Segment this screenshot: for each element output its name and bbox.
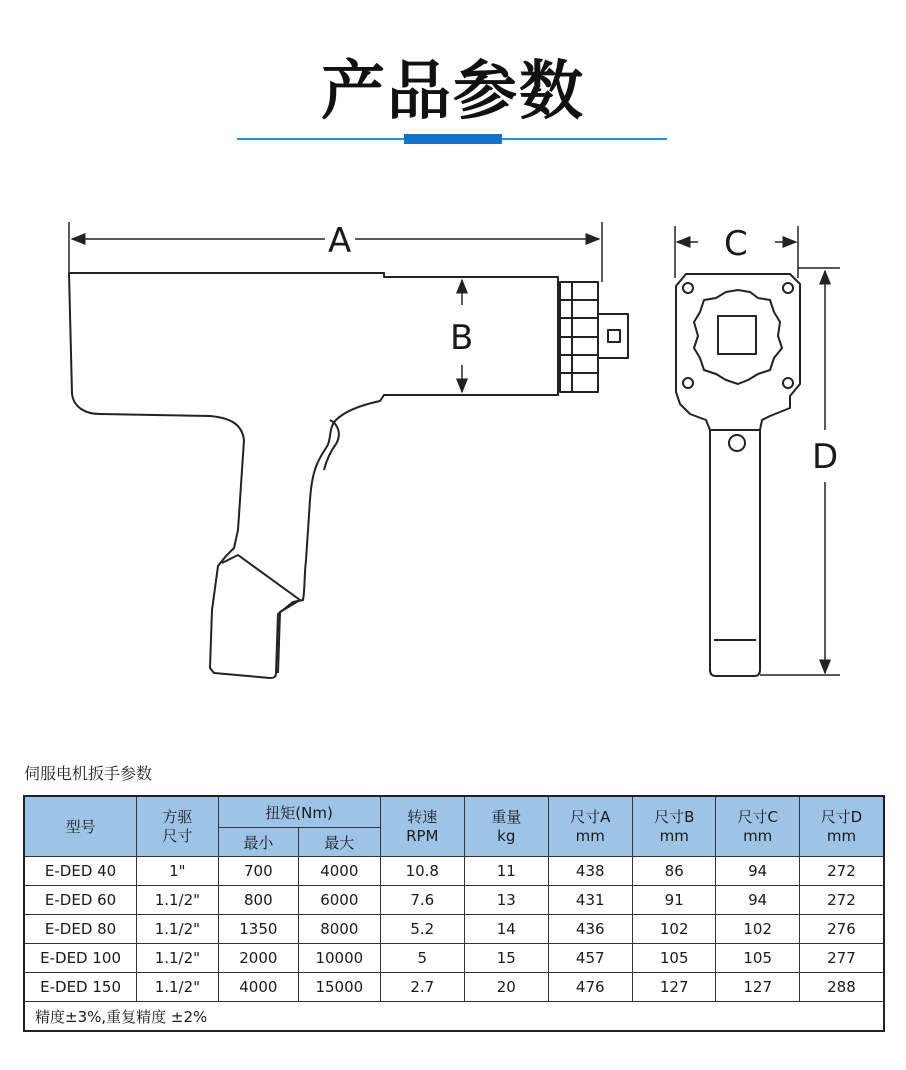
table-cell: 14 bbox=[465, 915, 548, 944]
header-weight: 重量 kg bbox=[465, 796, 548, 857]
table-cell: 438 bbox=[548, 857, 632, 886]
table-cell: 2.7 bbox=[380, 973, 464, 1002]
table-cell: 1.1/2" bbox=[137, 886, 218, 915]
table-cell: 272 bbox=[799, 857, 884, 886]
table-row bbox=[24, 886, 884, 915]
accuracy-footnote: 精度±3%,重复精度 ±2% bbox=[24, 1002, 884, 1032]
table-cell: 127 bbox=[716, 973, 799, 1002]
front-housing bbox=[676, 274, 800, 676]
spec-table bbox=[23, 795, 885, 1032]
table-cell: 1.1/2" bbox=[137, 973, 218, 1002]
table-cell: E-DED 150 bbox=[24, 973, 137, 1002]
table-cell: 5 bbox=[380, 944, 464, 973]
table-cell: 91 bbox=[632, 886, 715, 915]
table-row bbox=[24, 944, 884, 973]
table-cell: 2000 bbox=[218, 944, 298, 973]
table-cell: 6000 bbox=[299, 886, 380, 915]
table-cell: 105 bbox=[632, 944, 715, 973]
table-cell: 272 bbox=[799, 886, 884, 915]
table-cell: 10.8 bbox=[380, 857, 464, 886]
wrench-dimension-drawing bbox=[0, 180, 906, 700]
header-dim-c: 尺寸C mm bbox=[716, 796, 799, 857]
header-speed: 转速 RPM bbox=[380, 796, 464, 857]
title-accent-bar bbox=[404, 134, 502, 144]
table-cell: 105 bbox=[716, 944, 799, 973]
square-drive bbox=[598, 314, 628, 358]
header-torque-min: 最小 bbox=[218, 828, 298, 857]
table-cell: 94 bbox=[716, 886, 799, 915]
table-cell: E-DED 80 bbox=[24, 915, 137, 944]
table-cell: 86 bbox=[632, 857, 715, 886]
table-cell: 94 bbox=[716, 857, 799, 886]
table-cell: 4000 bbox=[299, 857, 380, 886]
table-cell: 1350 bbox=[218, 915, 298, 944]
header-torque: 扭矩(Nm) bbox=[218, 796, 380, 828]
table-cell: 102 bbox=[632, 915, 715, 944]
table-cell: 476 bbox=[548, 973, 632, 1002]
header-dim-a: 尺寸A mm bbox=[548, 796, 632, 857]
spec-table-body bbox=[24, 857, 884, 1002]
table-cell: 1" bbox=[137, 857, 218, 886]
table-cell: 15000 bbox=[299, 973, 380, 1002]
table-cell: 15 bbox=[465, 944, 548, 973]
table-cell: 1.1/2" bbox=[137, 944, 218, 973]
table-cell: 13 bbox=[465, 886, 548, 915]
table-cell: 11 bbox=[465, 857, 548, 886]
dim-label-a: A bbox=[328, 221, 352, 261]
table-cell: E-DED 40 bbox=[24, 857, 137, 886]
mount-hole-tr bbox=[783, 283, 793, 293]
table-cell: E-DED 100 bbox=[24, 944, 137, 973]
header-drive: 方驱 尺寸 bbox=[137, 796, 218, 857]
handle-hole bbox=[729, 435, 745, 451]
mount-hole-tl bbox=[683, 283, 693, 293]
table-cell: 7.6 bbox=[380, 886, 464, 915]
table-cell: 288 bbox=[799, 973, 884, 1002]
table-row bbox=[24, 973, 884, 1002]
tool-body bbox=[69, 273, 558, 678]
mount-hole-bl bbox=[683, 378, 693, 388]
header-model: 型号 bbox=[24, 796, 137, 857]
table-row bbox=[24, 915, 884, 944]
table-cell: 1.1/2" bbox=[137, 915, 218, 944]
table-cell: 10000 bbox=[299, 944, 380, 973]
socket-gear bbox=[694, 290, 782, 384]
header-torque-max: 最大 bbox=[299, 828, 380, 857]
header-dim-b: 尺寸B mm bbox=[632, 796, 715, 857]
table-cell: 800 bbox=[218, 886, 298, 915]
table-cell: 700 bbox=[218, 857, 298, 886]
table-row bbox=[24, 857, 884, 886]
table-cell: 457 bbox=[548, 944, 632, 973]
table-cell: 276 bbox=[799, 915, 884, 944]
dim-label-d: D bbox=[812, 437, 839, 477]
socket-square bbox=[718, 316, 756, 354]
handle-grip-line bbox=[222, 555, 300, 673]
table-cell: 20 bbox=[465, 973, 548, 1002]
header-dim-d: 尺寸D mm bbox=[799, 796, 884, 857]
dim-label-b: B bbox=[450, 318, 474, 358]
dim-label-c: C bbox=[724, 224, 748, 264]
table-cell: 8000 bbox=[299, 915, 380, 944]
table-cell: E-DED 60 bbox=[24, 886, 137, 915]
mount-hole-br bbox=[783, 378, 793, 388]
table-cell: 431 bbox=[548, 886, 632, 915]
table-cell: 5.2 bbox=[380, 915, 464, 944]
table-cell: 436 bbox=[548, 915, 632, 944]
table-caption: 伺服电机扳手参数 bbox=[24, 764, 153, 783]
table-cell: 277 bbox=[799, 944, 884, 973]
table-cell: 102 bbox=[716, 915, 799, 944]
table-cell: 4000 bbox=[218, 973, 298, 1002]
table-cell: 127 bbox=[632, 973, 715, 1002]
page-title: 产品参数 bbox=[321, 55, 585, 129]
